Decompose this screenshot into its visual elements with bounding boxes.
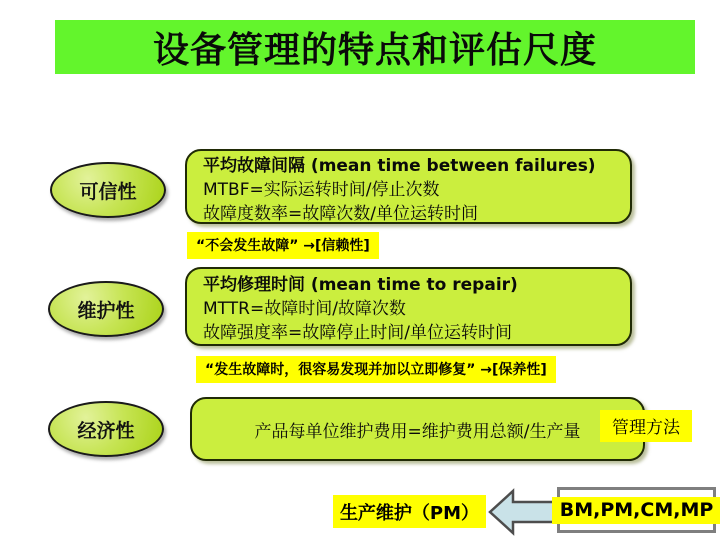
- productive-maintenance-box: [333, 495, 486, 528]
- cost-formula: 产品每单位维护费用=维护费用总额/生产量: [254, 421, 581, 442]
- left-arrow-icon: [488, 488, 558, 536]
- note-reliability: “不会发生故障” →[信赖性]: [187, 232, 379, 259]
- productive-maintenance-label: 生产维护（PM）: [339, 502, 480, 524]
- management-method-tag: 管理方法: [600, 410, 692, 442]
- mttr-formula-line: MTTR=故障时间/故障次数: [203, 299, 406, 319]
- ellipse-reliability-label: 可信性: [79, 180, 137, 203]
- mtbf-title-line: 平均故障间隔 (mean time between failures): [203, 156, 596, 176]
- ellipse-maintainability-label: 维护性: [77, 299, 135, 322]
- box-cost: [190, 397, 645, 461]
- mtbf-formula-line: MTBF=实际运转时间/停止次数: [203, 180, 440, 200]
- ellipse-economy: [48, 401, 164, 457]
- ellipse-economy-label: 经济性: [77, 419, 135, 442]
- mttr-title-line: 平均修理时间 (mean time to repair): [203, 275, 518, 295]
- ellipse-reliability: [50, 162, 166, 218]
- note-maintainability: “发生故障时，很容易发现并加以立即修复” →[保养性]: [196, 356, 556, 383]
- methods-label: BM,PM,CM,MP: [552, 497, 720, 524]
- ellipse-maintainability: [48, 281, 164, 337]
- title-banner: [55, 20, 695, 74]
- page-title: 设备管理的特点和评估尺度: [152, 29, 597, 71]
- failure-frequency-line: 故障度数率=故障次数/单位运转时间: [203, 204, 478, 224]
- failure-severity-line: 故障强度率=故障停止时间/单位运转时间: [203, 323, 512, 343]
- methods-box: [557, 487, 716, 533]
- box-mttr: [185, 267, 632, 346]
- box-mtbf: [185, 149, 632, 224]
